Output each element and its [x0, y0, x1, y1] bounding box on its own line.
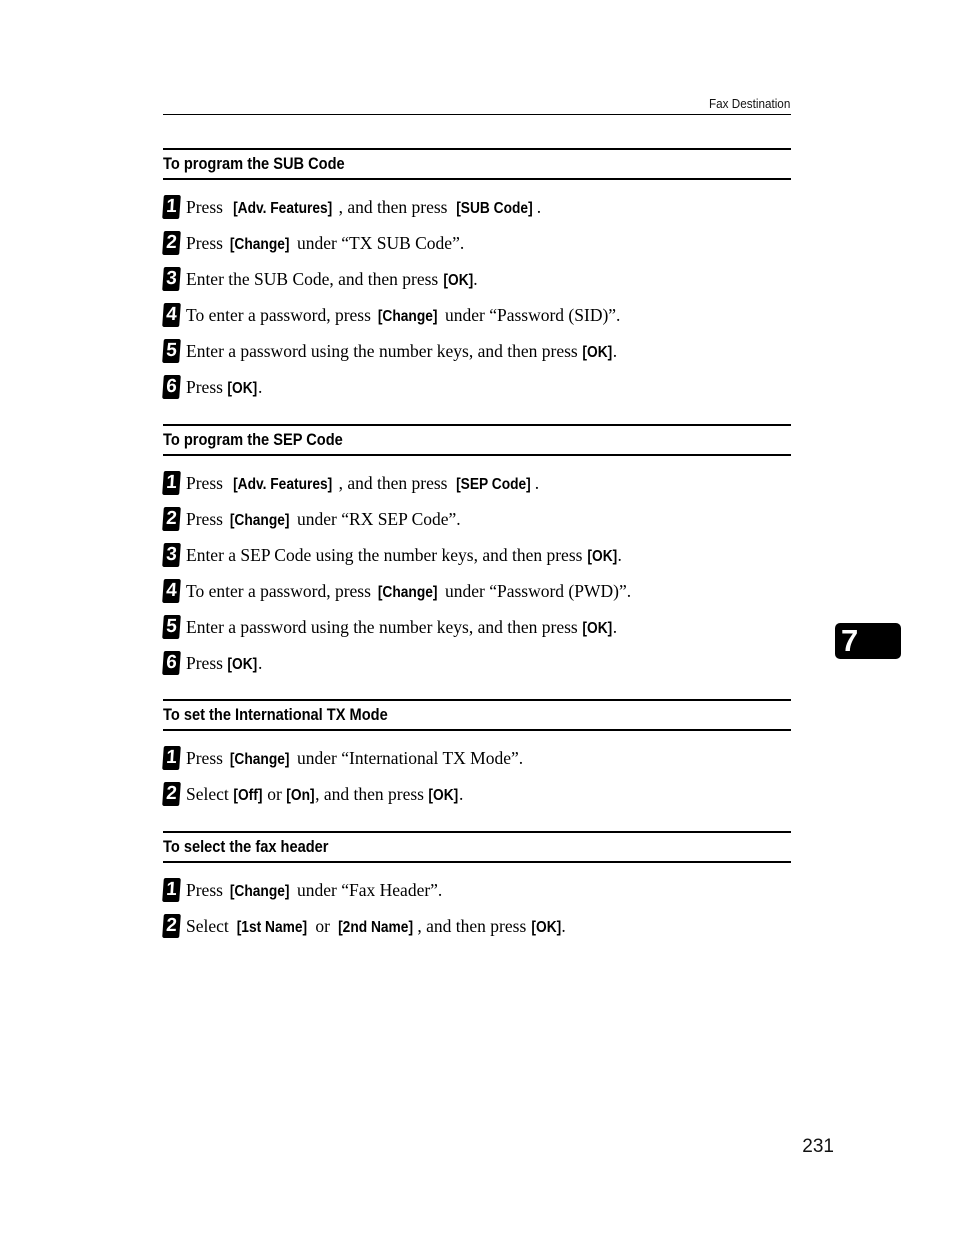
key-label: [Change] [230, 511, 290, 529]
step-text [186, 748, 523, 769]
key-label: [Change] [378, 583, 438, 601]
step-text-run: . [534, 472, 540, 493]
step-list [163, 189, 791, 405]
key-label: [Change] [378, 307, 438, 325]
step-number-icon: 5 [162, 339, 181, 363]
key-label: [SEP Code] [455, 475, 531, 493]
step-list [163, 872, 791, 944]
key-label: [On] [286, 786, 315, 804]
step-number-icon: 1 [162, 878, 181, 902]
section-heading: To program the SEP Code [163, 424, 791, 456]
step-list [163, 465, 791, 681]
key-label: [OK] [582, 343, 613, 361]
section-heading: To program the SUB Code [163, 148, 791, 180]
section-sub-code [163, 148, 791, 405]
step-item [163, 776, 791, 812]
step-text-run: Enter a password using the number keys, and then press [186, 340, 583, 361]
key-label: [OK] [227, 379, 258, 397]
step-number-icon: 2 [162, 914, 181, 938]
step-text-run: . [257, 376, 263, 397]
step-number-icon: 5 [162, 615, 181, 639]
step-text-run: . [473, 268, 478, 289]
key-label: [Change] [230, 235, 290, 253]
step-item [163, 369, 791, 405]
step-text [186, 341, 617, 362]
step-text-run: Select [186, 783, 234, 804]
key-label: [Change] [230, 750, 290, 768]
step-item [163, 908, 791, 944]
step-item [163, 297, 791, 333]
step-item [163, 872, 791, 908]
step-text-run: . [459, 783, 464, 804]
key-label: [OK] [227, 655, 258, 673]
step-text [186, 269, 478, 290]
step-text-run: , and then press [338, 472, 452, 493]
key-label: [SUB Code] [456, 199, 533, 217]
key-label: [OK] [443, 271, 473, 289]
step-number-icon: 1 [162, 746, 181, 770]
step-number-icon: 4 [162, 579, 181, 603]
step-number-icon: 3 [162, 543, 181, 567]
step-number-icon: 1 [162, 471, 181, 495]
step-text-run: , and then press [417, 915, 531, 936]
step-item [163, 740, 791, 776]
step-text [186, 509, 461, 530]
step-item [163, 261, 791, 297]
running-header: Fax Destination [708, 96, 790, 111]
step-text-run: or [262, 783, 287, 804]
key-label: [OK] [587, 547, 618, 565]
key-label: [2nd Name] [338, 918, 414, 936]
step-text [186, 305, 620, 326]
step-number-icon: 2 [162, 231, 181, 255]
step-text-run: or [310, 915, 335, 936]
step-text [186, 377, 262, 398]
step-item [163, 465, 791, 501]
step-text-run: Press [186, 232, 228, 253]
step-text-run: Press [186, 508, 228, 529]
step-text-run: Enter a SEP Code using the number keys, and then press [186, 544, 587, 565]
step-text [186, 473, 539, 494]
step-text [186, 880, 442, 901]
step-text-run: under “International TX Mode”. [292, 747, 524, 768]
step-text-run: . [536, 196, 542, 217]
step-item [163, 333, 791, 369]
step-text [186, 197, 541, 218]
step-text-run: under “Password (PWD)”. [440, 580, 632, 601]
step-item [163, 225, 791, 261]
step-text-run: under “Fax Header”. [292, 879, 443, 900]
step-text-run: , and then press [338, 196, 452, 217]
key-label: [OK] [428, 786, 459, 804]
step-number-icon: 1 [162, 195, 181, 219]
step-text-run: Press [186, 747, 228, 768]
step-text-run: . [612, 616, 618, 637]
key-label: [OK] [531, 918, 561, 936]
step-text-run: Press [186, 376, 228, 397]
step-item [163, 537, 791, 573]
step-text-run: Enter the SUB Code, and then press [186, 268, 443, 289]
section-heading: To select the fax header [163, 831, 791, 863]
step-text-run: Press [186, 196, 228, 217]
key-label: [OK] [582, 619, 613, 637]
step-text-run: . [612, 340, 618, 361]
step-text-run: under “TX SUB Code”. [292, 232, 465, 253]
step-item [163, 645, 791, 681]
step-text-run: Press [186, 879, 228, 900]
key-label: [Adv. Features] [233, 199, 333, 217]
step-text [186, 617, 617, 638]
step-text-run: under “Password (SID)”. [440, 304, 621, 325]
step-text-run: . [257, 652, 263, 673]
key-label: [1st Name] [236, 918, 308, 936]
step-text-run: Enter a password using the number keys, and then press [186, 616, 583, 637]
step-number-icon: 2 [162, 507, 181, 531]
section-fax-header [163, 831, 791, 944]
step-text-run: under “RX SEP Code”. [292, 508, 461, 529]
step-item [163, 189, 791, 225]
step-text-run: Press [186, 472, 228, 493]
step-number-icon: 4 [162, 303, 181, 327]
step-text [186, 784, 463, 805]
step-number-icon: 2 [162, 782, 181, 806]
step-text [186, 653, 262, 674]
step-number-icon: 6 [162, 651, 181, 675]
step-text-run: , and then press [315, 783, 429, 804]
step-number-icon: 3 [162, 267, 181, 291]
page-number: 231 [802, 1136, 834, 1157]
key-label: [Adv. Features] [233, 475, 333, 493]
step-text-run: Select [186, 915, 234, 936]
key-label: [Off] [233, 786, 263, 804]
step-text-run: . [561, 915, 566, 936]
step-text-run: . [617, 544, 622, 565]
step-item [163, 573, 791, 609]
step-item [163, 501, 791, 537]
step-text [186, 916, 566, 937]
step-text [186, 545, 622, 566]
section-sep-code [163, 424, 791, 681]
header-rule [163, 114, 791, 115]
section-international-tx-mode [163, 699, 791, 812]
step-text [186, 581, 631, 602]
chapter-tab: 7 [835, 623, 901, 659]
step-text-run: Press [186, 652, 228, 673]
section-heading: To set the International TX Mode [163, 699, 791, 731]
step-text-run: To enter a password, press [186, 580, 376, 601]
step-text-run: To enter a password, press [186, 304, 376, 325]
step-list [163, 740, 791, 812]
step-text [186, 233, 464, 254]
key-label: [Change] [230, 882, 290, 900]
step-item [163, 609, 791, 645]
step-number-icon: 6 [162, 375, 181, 399]
